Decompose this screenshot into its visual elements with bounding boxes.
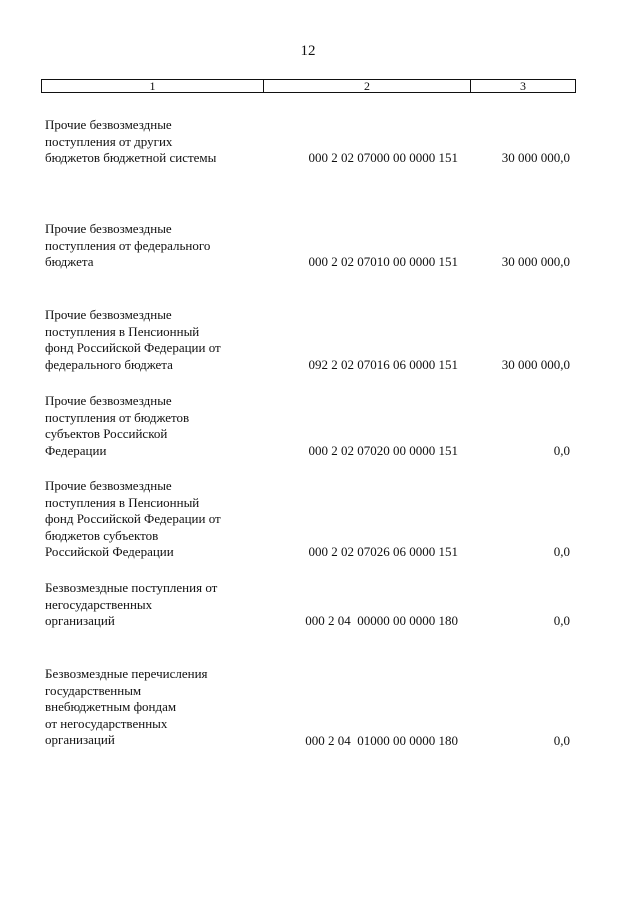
row-description: Прочие безвозмездные поступления от других бюджетов бюджетной системы [45,117,217,165]
row-description: Прочие безвозмездные поступления в Пенсионный фонд Российской Федерации от бюджетов субъектов Российской Федерации [45,478,221,559]
row-description: Безвозмездные перечисления государственным внебюджетным фондам от негосударственных организаций [45,666,208,747]
row-code: 000 2 02 07026 06 0000 151 [308,544,458,559]
row-amount: 0,0 [553,544,570,559]
row-code: 000 2 02 07010 00 0000 151 [308,254,458,269]
row-code: 000 2 04 00000 00 0000 180 [305,613,458,628]
row-amount: 0,0 [553,613,570,628]
row-description: Прочие безвозмездные поступления в Пенсионный фонд Российской Федерации от федерального бюджета [45,307,221,372]
row-amount: 0,0 [553,443,570,458]
row-description: Прочие безвозмездные поступления от бюджетов субъектов Российской Федерации [45,393,190,458]
row-amount: 30 000 000,0 [501,254,570,269]
column-header-3: 3 [520,79,526,93]
row-code: 000 2 02 07020 00 0000 151 [308,443,458,458]
row-amount: 30 000 000,0 [501,150,570,165]
row-code: 092 2 02 07016 06 0000 151 [308,357,458,372]
column-header-2: 2 [264,80,471,92]
row-amount: 0,0 [553,733,570,748]
page-number: 12 [300,43,316,59]
column-header-1: 1 [42,80,264,92]
row-amount: 30 000 000,0 [501,357,570,372]
row-description: Прочие безвозмездные поступления от федерального бюджета [45,221,211,269]
table-header-row [41,79,576,93]
row-code: 000 2 04 01000 00 0000 180 [305,733,458,748]
row-description: Безвозмездные поступления от негосударственных организаций [45,580,218,628]
row-code: 000 2 02 07000 00 0000 151 [308,150,458,165]
